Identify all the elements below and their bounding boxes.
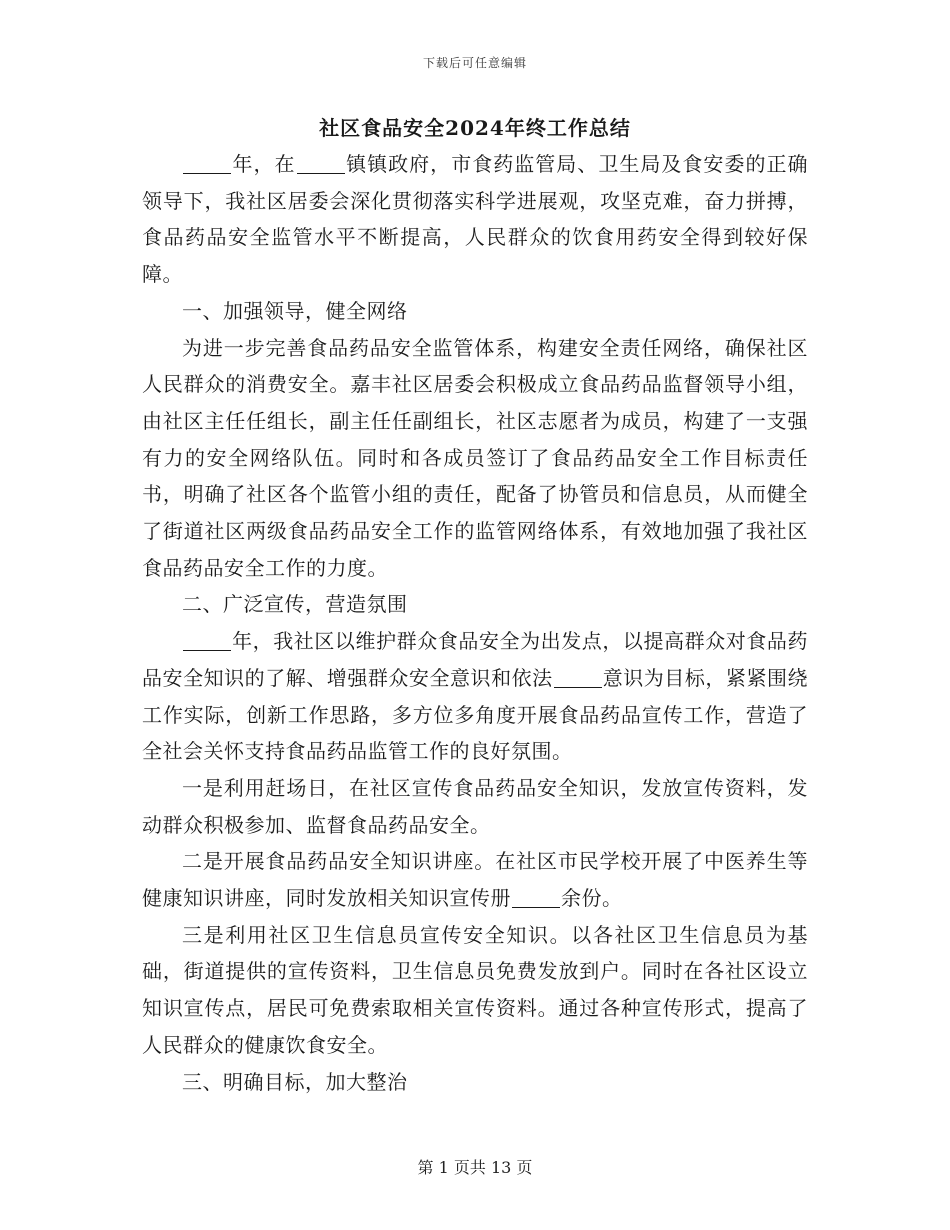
paragraph-text: 年，在 bbox=[232, 152, 296, 176]
paragraph bbox=[142, 770, 808, 843]
paragraph bbox=[142, 917, 808, 1064]
paragraph-text: 一、加强领导，健全网络 bbox=[182, 298, 408, 323]
document-body bbox=[142, 146, 808, 1100]
page-footer: 第 1 页共 13 页 bbox=[417, 1158, 533, 1177]
fill-in-blank bbox=[512, 887, 560, 908]
paragraph bbox=[142, 623, 808, 770]
fill-in-blank bbox=[297, 153, 345, 174]
paragraph bbox=[142, 330, 808, 587]
paragraph-text: 年，我社区以维护群众食品安全为出发点，以提高群众对食品药品安全知识的了解、增强群众安全意识和依法 bbox=[142, 629, 808, 690]
paragraph-text: 为进一步完善食品药品安全监管体系，构建安全责任网络，确保社区人民群众的消费安全。嘉丰社区居委会积极成立食品药品监督领导小组，由社区主任任组长，副主任任副组长，社区志愿者为成员，构建了一支强有力的安全网络队伍。同时和各成员签订了食品药品安全工作目标责任书，明确了社区各个监管小组的责任，配备了协管员和信息员，从而健全了街道社区两级食品药品安全工作的监管网络体系，有效地加强了我社区食品药品安全工作的力度。 bbox=[142, 335, 808, 580]
paragraph-text: 一是利用赶场日，在社区宣传食品药品安全知识，发放宣传资料，发动群众积极参加、监督食品药品安全。 bbox=[142, 775, 808, 837]
document-title: 社区食品安全2024年终工作总结 bbox=[319, 116, 631, 140]
paragraph bbox=[142, 586, 808, 623]
fill-in-blank bbox=[183, 630, 231, 651]
paragraph-text: 意识为目标，紧紧围绕工作实际，创新工作思路，多方位多角度开展食品药品宣传工作，营造了全社会关怀支持食品药品监管工作的良好氛围。 bbox=[142, 665, 809, 764]
header-note: 下载后可任意编辑 bbox=[422, 56, 527, 70]
paragraph bbox=[142, 1064, 808, 1101]
paragraph-text: 镇镇政府，市食药监管局、卫生局及食安委的正确领导下，我社区居委会深化贯彻落实科学进展观，攻坚克难，奋力拼搏，食品药品安全监管水平不断提高，人民群众的饮食用药安全得到较好保障。 bbox=[142, 152, 809, 287]
paragraph-text: 三、明确目标，加大整治 bbox=[182, 1069, 408, 1094]
paragraph-text: 三是利用社区卫生信息员宣传安全知识。以各社区卫生信息员为基础，街道提供的宣传资料，卫生信息员免费发放到户。同时在各社区设立知识宣传点，居民可免费索取相关宣传资料。通过各种宣传形式，提高了人民群众的健康饮食安全。 bbox=[142, 922, 808, 1057]
paragraph-text: 二是开展食品药品安全知识讲座。在社区市民学校开展了中医养生等健康知识讲座，同时发放相关知识宣传册 bbox=[142, 849, 808, 911]
paragraph-text: 余份。 bbox=[561, 886, 623, 911]
paragraph bbox=[142, 146, 808, 293]
paragraph bbox=[142, 843, 808, 916]
fill-in-blank bbox=[554, 667, 602, 688]
paragraph-text: 二、广泛宣传，营造氛围 bbox=[182, 592, 408, 617]
paragraph bbox=[142, 293, 808, 330]
fill-in-blank bbox=[183, 153, 231, 174]
